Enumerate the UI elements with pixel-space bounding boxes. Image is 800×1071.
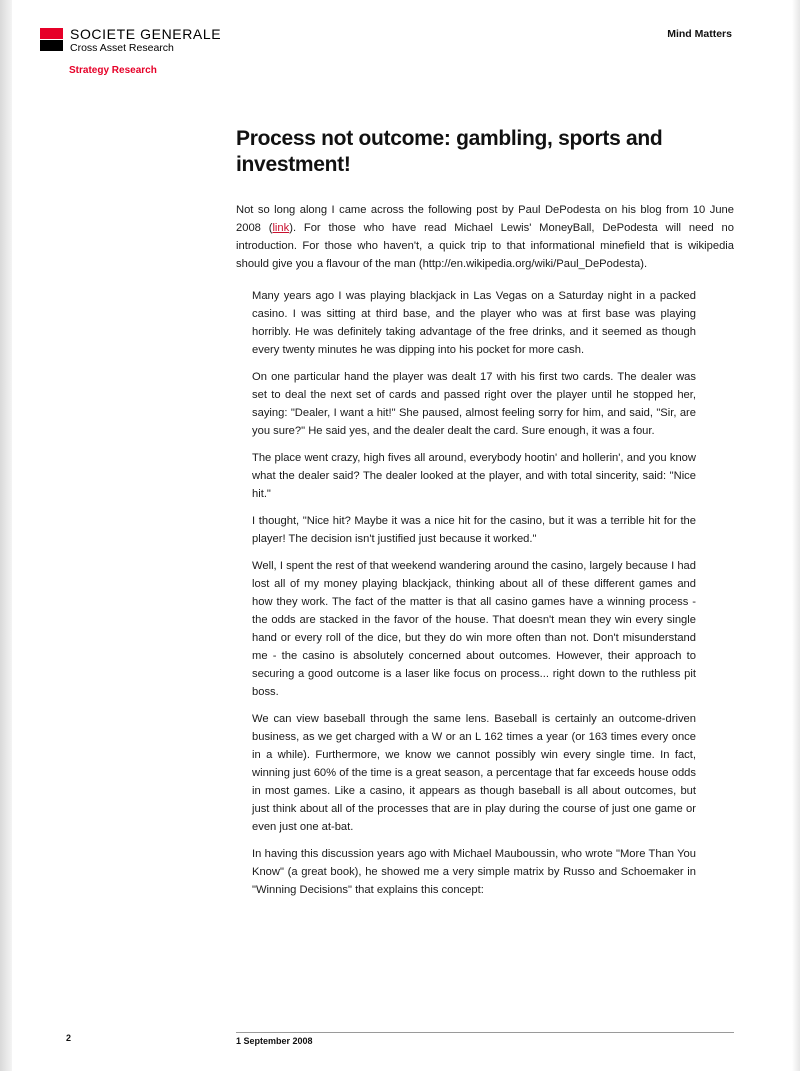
brand-mark-icon (40, 28, 63, 51)
publication-name: Mind Matters (667, 28, 732, 40)
quote-paragraph: In having this discussion years ago with Michael Mauboussin, who wrote "More Than You Know" (a great book), he showed me a very simple matrix by Russo and Schoemaker in "Winning Decisions" that explains this concept: (252, 848, 696, 896)
article-title: Process not outcome: gambling, sports and investment! (236, 127, 663, 176)
section-label: Strategy Research (69, 65, 157, 76)
quote-paragraph: Well, I spent the rest of that weekend wandering around the casino, largely because I had lost all of my money playing blackjack, thinking about all of these different games and how they work. The fact of the matter is that all casino games have a winning process - the odds are stacked in the favor of the house. That doesn't mean they win every single hand or every roll of the dice, but they do win more often than not. Don't misunderstand me - the casino is absolutely concerned about outcomes. However, their approach to securing a good outcome is a laser like focus on process... right down to the ruthless pit boss. (252, 560, 696, 698)
intro-paragraph (236, 201, 734, 273)
brand-name: SOCIETE GENERALE (70, 26, 222, 42)
footer-divider (236, 1032, 734, 1033)
publication-date: 1 September 2008 (236, 1036, 313, 1046)
blockquote (252, 287, 696, 908)
page-shadow-right (792, 0, 800, 1071)
page-number: 2 (66, 1033, 72, 1043)
brand-subtitle: Cross Asset Research (70, 42, 174, 54)
quote-paragraph: On one particular hand the player was dealt 17 with his first two cards. The dealer was set to deal the next set of cards and passed right over the player until he stopped her, saying: "Dealer, I want a hit!" She paused, almost feeling sorry for him, and said, "Sir, are you sure?" He said yes, and the dealer dealt the card. Sure enough, it was a four. (252, 371, 696, 437)
quote-paragraph: We can view baseball through the same lens. Baseball is certainly an outcome-driven business, as we get charged with a W or an L 162 times a year (or 163 times every once in a while). Furthermore, we know we cannot possibly win every single time. In fact, winning just 60% of the time is a great season, a percentage that far exceeds house odds in most games. Like a casino, it appears as though baseball is all about outcomes, but just think about all of the processes that are in play during the course of just one game or even just one at-bat. (252, 713, 696, 833)
page-shadow-left (0, 0, 12, 1071)
intro-text-start: Not so long along I came across the following post by Paul DePodesta on his blog from 10 June 2008 ( (236, 204, 734, 234)
quote-paragraph: Many years ago I was playing blackjack in Las Vegas on a Saturday night in a packed casino. I was sitting at third base, and the player who was at first base was playing horribly. He was definitely taking advantage of the free drinks, and it seemed as though every twenty minutes he was dipping into his pocket for more cash. (252, 290, 696, 356)
societe-generale-logo (40, 27, 221, 54)
blog-post-link[interactable]: link (272, 222, 290, 234)
quote-paragraph: I thought, "Nice hit? Maybe it was a nice hit for the casino, but it was a terrible hit for the player! The decision isn't justified just because it worked." (252, 515, 696, 545)
intro-text-end: ). For those who have read Michael Lewis' MoneyBall, DePodesta will need no introduction. For those who haven't, a quick trip to that informational minefield that is wikipedia should give you a flavour of the man (http://en.wikipedia.org/wiki/Paul_DePodesta). (236, 222, 734, 270)
quote-paragraph: The place went crazy, high fives all around, everybody hootin' and hollerin', and you know what the dealer said? The dealer looked at the player, and with total sincerity, said: "Nice hit." (252, 452, 696, 500)
